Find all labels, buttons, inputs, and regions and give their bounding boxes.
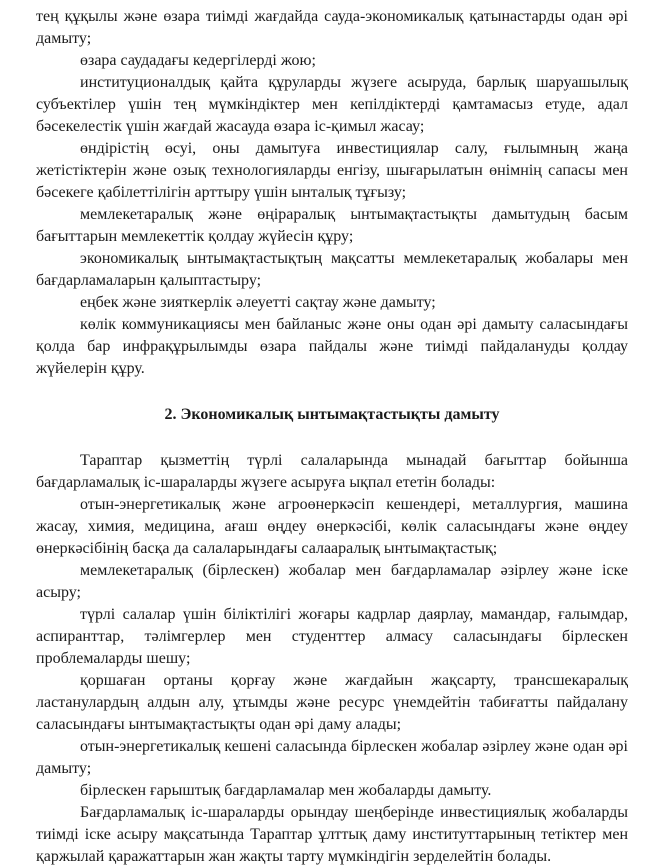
section-heading: 2. Экономикалық ынтымақтастықты дамыту (164, 406, 500, 423)
section-1-list (36, 6, 628, 380)
paragraph: Бағдарламалық іс-шараларды орындау шеңберінде инвестициялық жобаларды тиімді іске асыру мақсатында Тараптар ұлттық даму институттарының тетіктер мен қаржылай қаражаттарын жан жақты тарту мүмкіндігін зерделейтін болады. (36, 804, 628, 865)
paragraph: еңбек және зияткерлік әлеуетті сақтау және дамыту; (80, 294, 436, 311)
paragraph: тең құқылы және өзара тиімді жағдайда сауда-экономикалық қатынастарды одан әрі дамыту; (36, 8, 628, 47)
paragraph: мемлекетаралық (бірлескен) жобалар мен бағдарламалар әзірлеу және іске асыру; (36, 562, 628, 601)
paragraph: түрлі салалар үшін біліктілігі жоғары кадрлар даярлау, мамандар, ғалымдар, аспиранттар, тәлімгерлер мен студенттер алмасу саласындағы бірлескен проблемаларды шешу; (36, 606, 628, 667)
paragraph: қоршаған ортаны қорғау және жағдайын жақсарту, трансшекаралық ластанулардың алдын алу, ұтымды және ресурс үнемдейтін табиғатты пайдалану саласындағы ынтымақтастықты одан әрі даму алады; (36, 672, 628, 733)
paragraph: Тараптар қызметтің түрлі салаларында мынадай бағыттар бойынша бағдарламалық іс-шараларды жүзеге асыруға ықпал ететін болады: (36, 452, 628, 491)
paragraph: бірлескен ғарыштық бағдарламалар мен жобаларды дамыту. (80, 782, 492, 799)
paragraph: көлік коммуникациясы мен байланыс және оны одан әрі дамыту саласындағы қолда бар инфрақұрылымды өзара пайдалы және тиімді пайдалануды қолдау жүйелерін құру. (36, 316, 628, 377)
paragraph: экономикалық ынтымақтастықтың мақсатты мемлекетаралық жобалары мен бағдарламаларын қалыптастыру; (36, 250, 628, 289)
paragraph: отын-энергетикалық кешені саласында бірлескен жобалар әзірлеу және одан әрі дамыту; (36, 738, 628, 777)
paragraph: отын-энергетикалық және агроөнеркәсіп кешендері, металлургия, машина жасау, химия, медицина, ағаш өңдеу өнеркәсібі, көлік саласындағы және өңдеу өнеркәсібінің басқа да салаларындағы салааралық ынтымақтастық; (36, 496, 628, 557)
section-2-body (36, 450, 628, 868)
paragraph: институционалдық қайта құруларды жүзеге асыруда, барлық шаруашылық субъектілер үшін тең мүмкіндіктер мен кепілдіктерді қамтамасыз етуде, адал бәсекелестік үшін жағдай жасауда өзара іс-қимыл жасау; (36, 74, 628, 135)
paragraph: мемлекетаралық және өңіраралық ынтымақтастықты дамытудың басым бағыттарын мемлекеттік қолдау жүйесін құру; (36, 206, 628, 245)
paragraph: өзара саудадағы кедергілерді жою; (80, 52, 316, 69)
paragraph: өндірістің өсуі, оны дамытуға инвестициялар салу, ғылымның жаңа жетістіктерін және озық технологияларды енгізу, шығарылатын өнімнің сапасы мен бәсекеге қабілеттілігін арттыру үшін ынталық тұғызу; (36, 140, 628, 201)
